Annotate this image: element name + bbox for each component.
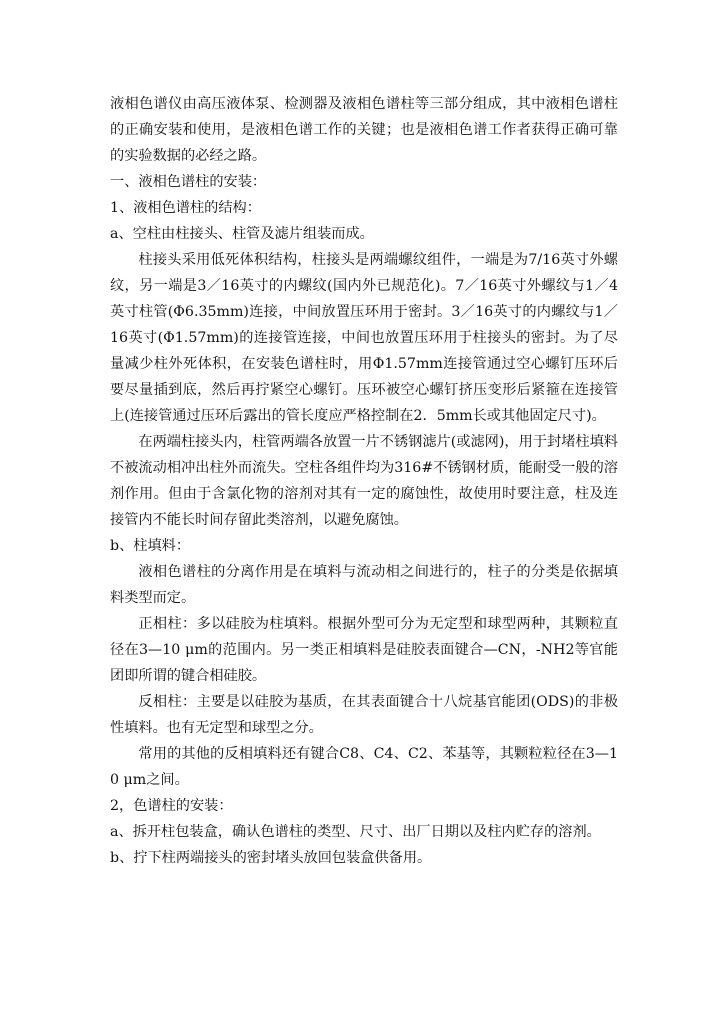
paragraph-reverse-phase: 反相柱：主要是以硅胶为基质，在其表面键合十八烷基官能团(ODS)的非极性填料。也有无定型和球型之分。 [110, 694, 618, 736]
step-b-remove-plugs: b、拧下柱两端接头的密封堵头放回包装盒供备用。 [110, 850, 432, 866]
paragraph-column-fitting: 柱接头采用低死体积结构，柱接头是两端螺纹组件，一端是为7/16英寸外螺纹，另一端是3／16英寸的内螺纹(国内外已规范化)。7／16英寸外螺纹与1／4英寸柱管(Φ6.35mm)连接，中间放置压环用于密封。3／16英寸的内螺纹与1／16英寸(Φ1.57mm)的连接管连接，中间也放置压环用于柱接头的密封。为了尽量减少柱外死体积，在安装色谱柱时，用Φ1.57mm连接管通过空心螺钉压环后要尽量插到底，然后再拧紧空心螺钉。压环被空心螺钉挤压变形后紧箍在连接管上(连接管通过压环后露出的管长度应严格控制在2．5mm长或其他固定尺寸)。 [110, 252, 618, 424]
paragraph-frit-filter: 在两端柱接头内，柱管两端各放置一片不锈钢滤片(或滤网)，用于封堵柱填料不被流动相冲出柱外而流失。空柱各组件均为316#不锈钢材质，能耐受一般的溶剂作用。但由于含氯化物的溶剂对其有一定的腐蚀性，故使用时要注意，柱及连接管内不能长时间存留此类溶剂，以避免腐蚀。 [110, 434, 618, 528]
subsection-heading-installation: 2，色谱柱的安装： [110, 798, 233, 814]
paragraph-separation: 液相色谱柱的分离作用是在填料与流动相之间进行的，柱子的分类是依据填料类型而定。 [110, 564, 618, 606]
item-b-packing-heading: b、柱填料： [110, 538, 191, 554]
intro-paragraph: 液相色谱仪由高压液体泵、检测器及液相色谱柱等三部分组成，其中液相色谱柱的正确安装和使用，是液相色谱工作的关键；也是液相色谱工作者获得正确可靠的实验数据的必经之路。 [110, 96, 618, 164]
paragraph-other-packings: 常用的其他的反相填料还有键合C8、C4、C2、苯基等，其颗粒粒径在3—10 μm之间。 [110, 746, 618, 788]
step-a-unpack: a、拆开柱包装盒，确认色谱柱的类型、尺寸、出厂日期以及柱内贮存的溶剂。 [110, 824, 601, 840]
section-heading-installation: 一、液相色谱柱的安装： [110, 174, 267, 190]
item-a-empty-column: a、空柱由柱接头、柱管及滤片组装而成。 [110, 226, 374, 242]
subsection-heading-structure: 1、液相色谱柱的结构： [110, 200, 261, 216]
document-body [110, 91, 618, 871]
paragraph-normal-phase: 正相柱：多以硅胶为柱填料。根据外型可分为无定型和球型两种，其颗粒直径在3—10 μm的范围内。另一类正相填料是硅胶表面键合—CN，-NH2等官能团即所谓的键合相硅胶。 [110, 616, 618, 684]
